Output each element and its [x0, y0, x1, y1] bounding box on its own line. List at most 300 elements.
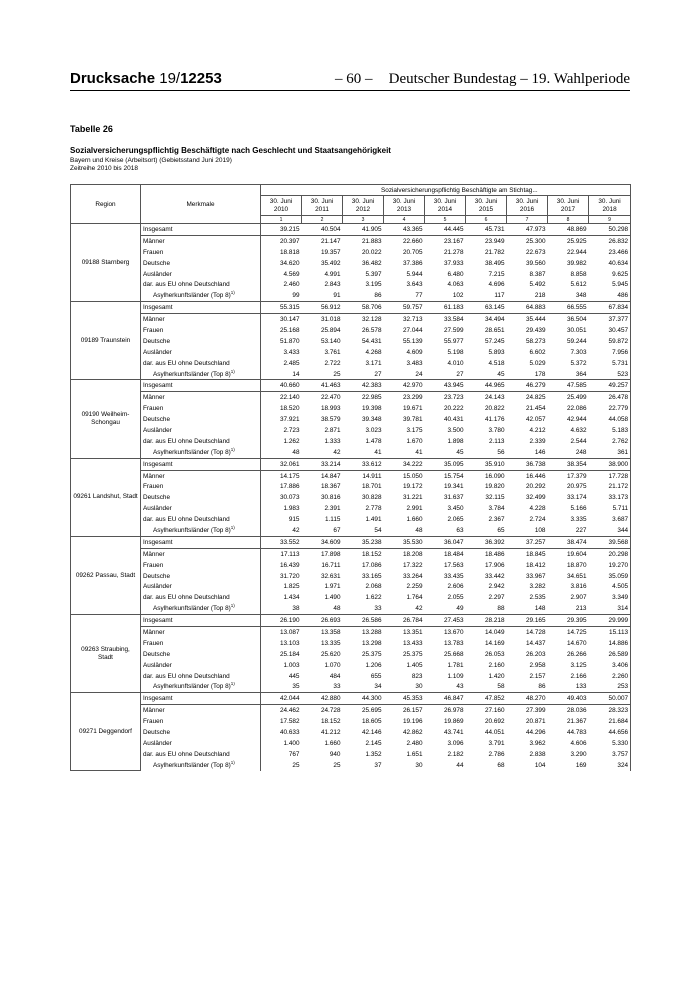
- row-label: [141, 603, 261, 614]
- value-cell: 14.049: [484, 629, 505, 636]
- value-cell: 13.335: [320, 639, 341, 647]
- value-cell: 18.870: [566, 561, 587, 569]
- region-name: 09262 Passau, Stadt: [71, 536, 141, 614]
- value-cell: 17.886: [279, 483, 300, 491]
- value-cell: 30.828: [361, 494, 382, 502]
- value-cell: 38.900: [589, 458, 631, 470]
- value-cell: 23.299: [402, 394, 423, 402]
- value-cell: 2.160: [488, 661, 505, 669]
- table-row: [71, 693, 631, 705]
- value-cell: 39.568: [589, 536, 631, 548]
- value-cell: 41: [374, 448, 382, 456]
- row-label: [141, 705, 261, 716]
- value-cell: 34.222: [384, 458, 425, 470]
- value-cell: 13.103: [279, 639, 300, 647]
- value-cell: 50.298: [589, 224, 631, 236]
- value-cell: 34.651: [566, 572, 587, 580]
- row-label-text: Männer: [143, 316, 165, 324]
- value-cell: 31.637: [443, 494, 464, 502]
- value-cell: 13.433: [402, 639, 423, 647]
- value-cell: 33.967: [525, 572, 546, 580]
- value-cell: 47.585: [548, 380, 589, 392]
- value-cell: 3.791: [488, 739, 505, 747]
- year-header-year: 2018: [602, 205, 617, 213]
- value-cell: 5.945: [589, 279, 631, 290]
- table-row: [71, 224, 631, 236]
- value-cell: 45.731: [466, 224, 507, 236]
- row-label-text: dar. aus EU ohne Deutschland: [143, 672, 230, 680]
- value-cell: 4.569: [283, 270, 300, 278]
- value-cell: 3.761: [324, 348, 341, 356]
- value-cell: 1.660: [324, 739, 341, 747]
- table-row: [71, 705, 631, 716]
- value-cell: 5.330: [589, 738, 631, 749]
- value-cell: 2.991: [406, 505, 423, 513]
- value-cell: 5.198: [447, 348, 464, 356]
- table-row: [71, 258, 631, 269]
- value-cell: 14.728: [525, 629, 546, 636]
- value-cell: 445: [288, 672, 300, 680]
- value-cell: 24.825: [525, 394, 546, 402]
- value-cell: 44.445: [425, 224, 466, 236]
- value-cell: 2.838: [529, 750, 546, 758]
- value-cell: 5.492: [529, 281, 546, 289]
- value-cell: 25: [333, 761, 341, 769]
- value-cell: 48.270: [507, 693, 548, 705]
- value-cell: 44.058: [589, 414, 631, 425]
- region-header: Region: [71, 185, 141, 224]
- value-cell: 1.622: [365, 594, 382, 602]
- table-row: [71, 470, 631, 481]
- table-subtitle: Bayern und Kreise (Arbeitsort) (Gebietsstand Juni 2019): [70, 157, 232, 164]
- table-period: Zeitreihe 2010 bis 2018: [70, 165, 138, 172]
- value-cell: 41.212: [320, 729, 341, 737]
- footnote-mark: 1): [230, 290, 235, 296]
- value-cell: 248: [575, 448, 587, 456]
- column-number: 2: [302, 216, 343, 224]
- value-cell: 3.406: [589, 660, 631, 671]
- value-cell: 13.288: [361, 629, 382, 636]
- value-cell: 44.296: [525, 729, 546, 737]
- row-label-text: Ausländer: [143, 426, 172, 434]
- year-header: [261, 196, 302, 216]
- row-label-text: Frauen: [143, 639, 164, 647]
- value-cell: 30.816: [320, 494, 341, 502]
- merkmale-header: Merkmale: [141, 185, 261, 224]
- row-label: [141, 760, 261, 771]
- value-cell: 30.147: [279, 316, 300, 324]
- value-cell: 3.816: [570, 583, 587, 591]
- value-cell: 3.450: [447, 505, 464, 513]
- row-label: [141, 414, 261, 425]
- value-cell: 1.651: [406, 750, 423, 758]
- value-cell: 102: [452, 292, 464, 300]
- value-cell: 1.670: [406, 437, 423, 445]
- value-cell: 2.722: [324, 359, 341, 367]
- value-cell: 25.375: [361, 650, 382, 658]
- value-cell: 16.446: [525, 472, 546, 480]
- value-cell: 44.300: [343, 693, 384, 705]
- value-cell: 4.505: [589, 582, 631, 593]
- value-cell: 25.925: [566, 237, 587, 245]
- row-label-text: Deutsche: [143, 729, 170, 737]
- row-label: [141, 314, 261, 325]
- value-cell: 55.139: [402, 337, 423, 345]
- row-label-text: Insgesamt: [143, 695, 173, 703]
- value-cell: 14: [292, 370, 300, 378]
- value-cell: 20.022: [361, 248, 382, 256]
- table-row: [71, 548, 631, 559]
- value-cell: 37.933: [443, 259, 464, 267]
- value-cell: 28.218: [466, 615, 507, 627]
- value-cell: 42.970: [384, 380, 425, 392]
- row-label: [141, 279, 261, 290]
- value-cell: 218: [534, 292, 546, 300]
- value-cell: 44: [456, 761, 464, 769]
- value-cell: 25: [292, 761, 300, 769]
- table-row: [71, 571, 631, 582]
- value-cell: 1.070: [324, 661, 341, 669]
- value-cell: 21.454: [525, 405, 546, 413]
- row-label: [141, 470, 261, 481]
- value-cell: 1.405: [406, 661, 423, 669]
- table-row: [71, 649, 631, 660]
- value-cell: 23.949: [484, 237, 505, 245]
- row-label: [141, 660, 261, 671]
- table-row: [71, 638, 631, 649]
- value-cell: 39.560: [525, 259, 546, 267]
- value-cell: 364: [575, 370, 587, 378]
- table-row: [71, 414, 631, 425]
- value-cell: 14.911: [362, 472, 382, 480]
- value-cell: 5.397: [365, 270, 382, 278]
- value-cell: 18.993: [320, 405, 341, 413]
- table-row: [71, 514, 631, 525]
- value-cell: 27.399: [525, 707, 546, 715]
- table-row: [71, 560, 631, 571]
- value-cell: 30.073: [279, 494, 300, 502]
- row-label-text: Männer: [143, 394, 165, 402]
- row-label-text: Männer: [143, 237, 165, 245]
- value-cell: 3.500: [447, 426, 464, 434]
- value-cell: 2.907: [570, 594, 587, 602]
- value-cell: 35.444: [525, 316, 546, 324]
- value-cell: 42: [415, 605, 423, 613]
- row-label: [141, 560, 261, 571]
- value-cell: 45.353: [384, 693, 425, 705]
- column-number: 6: [466, 216, 507, 224]
- value-cell: 43.741: [443, 729, 464, 737]
- value-cell: 3.433: [283, 348, 300, 356]
- value-cell: 40.634: [589, 258, 631, 269]
- value-cell: 19.357: [320, 248, 341, 256]
- table-row: [71, 627, 631, 638]
- value-cell: 25.375: [402, 650, 423, 658]
- value-cell: 29.439: [525, 326, 546, 334]
- value-cell: 3.335: [570, 516, 587, 524]
- value-cell: 3.687: [589, 514, 631, 525]
- row-label: [141, 403, 261, 414]
- table-row: [71, 536, 631, 548]
- value-cell: 2.786: [488, 750, 505, 758]
- value-cell: 146: [534, 448, 546, 456]
- value-cell: 1.660: [406, 516, 423, 524]
- value-cell: 15.754: [443, 472, 464, 480]
- row-label: [141, 749, 261, 760]
- value-cell: 2.339: [529, 437, 546, 445]
- value-cell: 133: [575, 683, 587, 691]
- value-cell: 18.152: [320, 718, 341, 726]
- value-cell: 33.264: [402, 572, 423, 580]
- value-cell: 1.109: [447, 672, 464, 680]
- value-cell: 3.175: [406, 426, 423, 434]
- table-row: [71, 458, 631, 470]
- value-cell: 314: [589, 603, 631, 614]
- value-cell: 18.701: [361, 483, 382, 491]
- row-label: [141, 425, 261, 436]
- row-label-text: Asylherkunftsländer (Top 8): [153, 683, 231, 691]
- table-row: [71, 425, 631, 436]
- value-cell: 486: [589, 290, 631, 301]
- value-cell: 43: [456, 683, 464, 691]
- region-name: 09188 Starnberg: [71, 224, 141, 302]
- value-cell: 38.354: [548, 458, 589, 470]
- year-header-year: 2013: [396, 205, 412, 213]
- row-label-text: Männer: [143, 550, 165, 558]
- value-cell: 253: [589, 682, 631, 693]
- value-cell: 44.965: [466, 380, 507, 392]
- value-cell: 16.711: [321, 561, 341, 569]
- row-label-text: Ausländer: [143, 739, 172, 747]
- table-row: [71, 325, 631, 336]
- row-label: [141, 627, 261, 638]
- value-cell: 2.260: [589, 671, 631, 682]
- value-cell: 20.222: [443, 405, 464, 413]
- value-cell: 2.367: [488, 516, 505, 524]
- value-cell: 17.898: [320, 550, 341, 558]
- value-cell: 37.257: [507, 536, 548, 548]
- value-cell: 2.055: [447, 594, 464, 602]
- value-cell: 24.143: [484, 394, 505, 402]
- value-cell: 21.147: [320, 237, 341, 245]
- year-header-year: 2012: [355, 205, 371, 213]
- value-cell: 33: [333, 683, 341, 691]
- row-label: [141, 503, 261, 514]
- value-cell: 31.221: [402, 494, 423, 502]
- value-cell: 19.172: [402, 483, 423, 491]
- value-cell: 26.978: [443, 707, 464, 715]
- row-label-text: dar. aus EU ohne Deutschland: [143, 750, 230, 758]
- table-row: [71, 603, 631, 614]
- value-cell: 45: [456, 448, 464, 456]
- row-label: [141, 347, 261, 358]
- value-cell: 67: [333, 526, 341, 534]
- value-cell: 1.898: [447, 437, 464, 445]
- value-cell: 35.492: [320, 259, 341, 267]
- year-header: [589, 196, 631, 216]
- value-cell: 47.852: [466, 693, 507, 705]
- value-cell: 42.383: [343, 380, 384, 392]
- row-label-text: Asylherkunftsländer (Top 8): [153, 448, 231, 456]
- value-cell: 1.491: [365, 516, 382, 524]
- year-header-day: 30. Juni: [310, 197, 334, 205]
- value-cell: 56.912: [302, 302, 343, 314]
- value-cell: 4.212: [529, 426, 546, 434]
- value-cell: 14.725: [566, 629, 587, 636]
- value-cell: 2.182: [447, 750, 464, 758]
- value-cell: 5.183: [589, 425, 631, 436]
- column-number: 5: [425, 216, 466, 224]
- row-label: [141, 302, 261, 314]
- value-cell: 40.431: [443, 416, 464, 424]
- value-cell: 17.086: [361, 561, 382, 569]
- value-cell: 655: [370, 672, 382, 680]
- column-number: 4: [384, 216, 425, 224]
- row-label: [141, 224, 261, 236]
- value-cell: 34: [374, 683, 382, 691]
- value-cell: 48.869: [548, 224, 589, 236]
- column-number: 9: [589, 216, 631, 224]
- row-label-text: Männer: [143, 629, 165, 636]
- value-cell: 2.145: [365, 739, 382, 747]
- value-cell: 30.051: [566, 326, 587, 334]
- value-cell: 42.944: [566, 416, 587, 424]
- year-header: [466, 196, 507, 216]
- value-cell: 5.731: [589, 358, 631, 369]
- value-cell: 41: [415, 448, 423, 456]
- value-cell: 33.173: [589, 492, 631, 503]
- row-label: [141, 269, 261, 280]
- value-cell: 1.971: [324, 583, 341, 591]
- row-label: [141, 716, 261, 727]
- group-header: Sozialversicherungspflichtig Beschäftigte am Stichtag...: [261, 185, 631, 196]
- value-cell: 3.780: [488, 426, 505, 434]
- value-cell: 42.146: [361, 729, 382, 737]
- value-cell: 18.486: [484, 550, 505, 558]
- row-label-text: Ausländer: [143, 270, 172, 278]
- value-cell: 18.484: [443, 550, 464, 558]
- value-cell: 59.872: [589, 336, 631, 347]
- row-label: [141, 392, 261, 403]
- value-cell: 48: [333, 605, 341, 613]
- value-cell: 17.563: [443, 561, 464, 569]
- value-cell: 25.620: [320, 650, 341, 658]
- value-cell: 4.063: [447, 281, 464, 289]
- value-cell: 4.010: [447, 359, 464, 367]
- value-cell: 61.183: [425, 302, 466, 314]
- value-cell: 2.480: [406, 739, 423, 747]
- value-cell: 41.176: [484, 416, 505, 424]
- value-cell: 32.115: [485, 494, 505, 502]
- value-cell: 484: [329, 672, 341, 680]
- table-row: [71, 269, 631, 280]
- row-label: [141, 247, 261, 258]
- data-table: [70, 184, 631, 771]
- value-cell: 21.278: [443, 248, 464, 256]
- value-cell: 17.322: [402, 561, 423, 569]
- value-cell: 26.157: [402, 707, 423, 715]
- table-row: [71, 247, 631, 258]
- value-cell: 26.578: [361, 326, 382, 334]
- row-label-text: dar. aus EU ohne Deutschland: [143, 437, 230, 445]
- value-cell: 42.862: [402, 729, 423, 737]
- value-cell: 1.420: [488, 672, 505, 680]
- value-cell: 3.282: [529, 583, 546, 591]
- value-cell: 104: [534, 761, 546, 769]
- row-label: [141, 235, 261, 246]
- value-cell: 17.728: [589, 470, 631, 481]
- row-label: [141, 615, 261, 627]
- value-cell: 36.482: [361, 259, 382, 267]
- row-label: [141, 671, 261, 682]
- year-header-day: 30. Juni: [598, 197, 621, 205]
- value-cell: 25.695: [361, 707, 382, 715]
- year-header-year: 2015: [478, 205, 494, 213]
- value-cell: 19.341: [443, 483, 464, 491]
- table-row: [71, 592, 631, 603]
- value-cell: 22.140: [279, 394, 300, 402]
- row-label-text: dar. aus EU ohne Deutschland: [143, 281, 230, 289]
- value-cell: 22.779: [589, 403, 631, 414]
- value-cell: 1.400: [283, 739, 300, 747]
- value-cell: 19.671: [402, 405, 423, 413]
- value-cell: 26.589: [589, 649, 631, 660]
- value-cell: 324: [589, 760, 631, 771]
- value-cell: 361: [589, 447, 631, 458]
- row-label-text: Insgesamt: [143, 538, 173, 546]
- value-cell: 99: [292, 292, 300, 300]
- value-cell: 63: [456, 526, 464, 534]
- row-label-text: Deutsche: [143, 259, 170, 267]
- table-row: [71, 582, 631, 593]
- value-cell: 14.886: [589, 638, 631, 649]
- value-cell: 54: [374, 526, 382, 534]
- value-cell: 1.352: [365, 750, 382, 758]
- row-label: [141, 290, 261, 301]
- year-header: [384, 196, 425, 216]
- value-cell: 42: [333, 448, 341, 456]
- value-cell: 21.782: [484, 248, 505, 256]
- value-cell: 26.053: [484, 650, 505, 658]
- row-label: [141, 358, 261, 369]
- value-cell: 344: [589, 525, 631, 536]
- value-cell: 21.883: [361, 237, 382, 245]
- value-cell: 4.518: [488, 359, 505, 367]
- table-row: [71, 492, 631, 503]
- value-cell: 25.184: [279, 650, 300, 658]
- document-number: Drucksache 19/12253: [70, 70, 222, 87]
- value-cell: 32.631: [320, 572, 341, 580]
- row-label-text: Asylherkunftsländer (Top 8): [153, 292, 231, 300]
- row-label: [141, 649, 261, 660]
- value-cell: 17.906: [484, 561, 505, 569]
- row-label: [141, 682, 261, 693]
- value-cell: 54.431: [361, 337, 382, 345]
- year-header-day: 30. Juni: [474, 197, 498, 205]
- value-cell: 18.412: [525, 561, 546, 569]
- row-label: [141, 458, 261, 470]
- value-cell: 39.982: [566, 259, 587, 267]
- value-cell: 44.656: [589, 727, 631, 738]
- value-cell: 19.196: [402, 718, 423, 726]
- value-cell: 21.172: [589, 481, 631, 492]
- region-name: 09263 Straubing, Stadt: [71, 615, 141, 693]
- row-label-text: Ausländer: [143, 661, 172, 669]
- table-row: [71, 235, 631, 246]
- value-cell: 30: [415, 761, 423, 769]
- value-cell: 22.470: [320, 394, 341, 402]
- row-label-text: Deutsche: [143, 650, 170, 658]
